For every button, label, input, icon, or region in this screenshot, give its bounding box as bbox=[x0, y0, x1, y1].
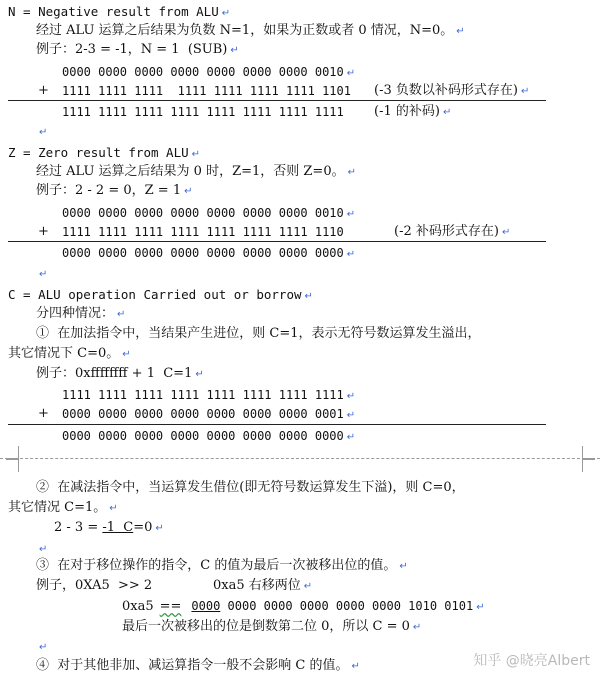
n-result-note bbox=[374, 104, 451, 121]
z-result-bits: 0000 0000 0000 0000 0000 0000 0000 0000 bbox=[62, 246, 344, 260]
paragraph-mark-icon: ↵ bbox=[456, 26, 465, 37]
paragraph-mark-icon: ↵ bbox=[346, 68, 356, 79]
z-operand-2-bits: 1111 1111 1111 1111 1111 1111 1111 1110 bbox=[62, 225, 344, 239]
empty-paragraph bbox=[36, 124, 47, 141]
paragraph-mark-icon: ↵ bbox=[184, 186, 193, 197]
c-heading bbox=[8, 287, 313, 305]
n-description bbox=[36, 23, 465, 40]
z-example bbox=[36, 183, 192, 200]
z-plus-sign: + bbox=[38, 224, 49, 239]
z-operand-2-note bbox=[394, 224, 510, 241]
n-operand-2 bbox=[62, 83, 351, 99]
empty-paragraph bbox=[36, 266, 47, 283]
empty-paragraph bbox=[36, 541, 47, 558]
c-case-4-line bbox=[36, 658, 360, 675]
n-result-note-text: (-1 的补码) bbox=[374, 104, 440, 119]
c-heading-text: C = ALU operation Carried out or borrow bbox=[8, 287, 302, 302]
paragraph-mark-icon: ↵ bbox=[346, 209, 356, 220]
n-plus-sign: + bbox=[38, 83, 49, 98]
c-case-3-line bbox=[36, 558, 408, 575]
n-result bbox=[62, 104, 344, 120]
c-case-3-bits-first: 0000 bbox=[191, 599, 221, 613]
n-heading bbox=[8, 4, 230, 22]
paragraph-mark-icon: ↵ bbox=[520, 86, 530, 97]
paragraph-mark-icon: ↵ bbox=[221, 8, 231, 19]
c-case-3-note bbox=[122, 619, 421, 636]
z-operand-2-note-text: (-2 补码形式存在) bbox=[394, 224, 499, 239]
page-corner-mark bbox=[6, 446, 19, 459]
c-case-1-example bbox=[36, 366, 204, 383]
n-heading-text: N = Negative result from ALU bbox=[8, 4, 219, 19]
c-plus-sign: + bbox=[38, 406, 49, 421]
paragraph-mark-icon: ↵ bbox=[346, 391, 356, 402]
c-operand-1 bbox=[62, 387, 355, 405]
page-break-line bbox=[0, 458, 600, 459]
paragraph-mark-icon: ↵ bbox=[501, 227, 511, 238]
paragraph-mark-icon: ↵ bbox=[303, 581, 313, 592]
c-case-3-note-text: 最后一次被移出的位是倒数第二位 0，所以 C = 0 bbox=[122, 619, 410, 634]
n-operand-1-bits: 0000 0000 0000 0000 0000 0000 0000 0010 bbox=[62, 65, 344, 79]
c-case-4-line-text: ④ 对于其他非加、减运算指令一般不会影响 C 的值。 bbox=[36, 658, 349, 673]
c-operand-1-bits: 1111 1111 1111 1111 1111 1111 1111 1111 bbox=[62, 388, 344, 402]
paragraph-mark-icon: ↵ bbox=[442, 107, 452, 118]
page-corner-mark bbox=[6, 459, 19, 472]
c-case-1-example-text: 例子：0xffffffff + 1 C=1 bbox=[36, 366, 193, 381]
n-example-text: 例子：2-3 = -1，N = 1 (SUB) bbox=[36, 42, 228, 57]
c-case-2-line-1: ② 在减法指令中，当运算发生借位(即无符号数运算发生下溢)，则 C=0， bbox=[36, 480, 465, 495]
n-result-bits: 1111 1111 1111 1111 1111 1111 1111 1111 bbox=[62, 105, 344, 119]
paragraph-mark-icon: ↵ bbox=[304, 291, 313, 302]
paragraph-mark-icon: ↵ bbox=[351, 661, 360, 672]
paragraph-mark-icon: ↵ bbox=[155, 523, 164, 534]
c-sum-rule bbox=[8, 424, 546, 425]
page-corner-mark bbox=[582, 459, 595, 472]
paragraph-mark-icon: ↵ bbox=[39, 269, 48, 280]
z-operand-2 bbox=[62, 224, 344, 240]
paragraph-mark-icon: ↵ bbox=[117, 309, 126, 320]
n-operand-2-note-text: (-3 负数以补码形式存在) bbox=[374, 83, 518, 98]
c-result-bits: 0000 0000 0000 0000 0000 0000 0000 0000 bbox=[62, 429, 344, 443]
n-description-text: 经过 ALU 运算之后结果为负数 N=1，如果为正数或者 0 情况，N=0。 bbox=[36, 23, 454, 38]
z-operand-1-bits: 0000 0000 0000 0000 0000 0000 0000 0010 bbox=[62, 206, 344, 220]
c-case-3-eq-text: == bbox=[159, 599, 182, 614]
c-case-3-example-b bbox=[213, 578, 312, 595]
empty-paragraph bbox=[36, 639, 47, 656]
c-case-3-bits-rest: 0000 0000 0000 0000 0000 1010 0101 bbox=[220, 599, 474, 613]
paragraph-mark-icon: ↵ bbox=[39, 127, 48, 138]
paragraph-mark-icon: ↵ bbox=[39, 544, 48, 555]
c-case-3-line-text: ③ 在对于移位操作的指令，C 的值为最后一次被移出位的值。 bbox=[36, 558, 397, 573]
n-operand-1 bbox=[62, 64, 355, 82]
c-case-2-expr-text: 2 - 3 = bbox=[54, 520, 103, 535]
paragraph-mark-icon: ↵ bbox=[346, 432, 356, 443]
z-sum-rule bbox=[8, 241, 546, 242]
c-cases-intro-text: 分四种情况： bbox=[36, 306, 115, 321]
paragraph-mark-icon: ↵ bbox=[347, 167, 356, 178]
z-example-text: 例子：2 - 2 = 0，Z = 1 bbox=[36, 183, 182, 198]
paragraph-mark-icon: ↵ bbox=[122, 349, 131, 360]
paragraph-mark-icon: ↵ bbox=[195, 369, 204, 380]
paragraph-mark-icon: ↵ bbox=[412, 622, 422, 633]
c-operand-2 bbox=[62, 406, 355, 424]
c-case-1-line-1: ① 在加法指令中，当结果产生进位，则 C=1，表示无符号数运算发生溢出， bbox=[36, 326, 481, 341]
z-result bbox=[62, 245, 355, 263]
c-case-2-expression bbox=[54, 520, 164, 537]
c-case-2-underlined-text: -1 C bbox=[102, 520, 134, 535]
c-case-3-example-a: 例子，0XA5 >> 2 bbox=[36, 578, 153, 593]
paragraph-mark-icon: ↵ bbox=[346, 410, 356, 421]
paragraph-mark-icon: ↵ bbox=[230, 45, 239, 56]
c-case-3-hex-line bbox=[122, 598, 485, 616]
paragraph-mark-icon: ↵ bbox=[109, 503, 118, 514]
c-case-1-line-2-text: 其它情况下 C=0。 bbox=[8, 346, 120, 361]
c-case-2-line-2-text: 其它情况 C=1。 bbox=[8, 500, 107, 515]
paragraph-mark-icon: ↵ bbox=[39, 642, 48, 653]
c-cases-intro bbox=[36, 306, 125, 323]
n-operand-2-note bbox=[374, 83, 529, 100]
watermark: 知乎 @晓亮Albert bbox=[473, 653, 590, 669]
z-description bbox=[36, 164, 356, 181]
c-case-3-hex-text: 0xa5 bbox=[122, 599, 154, 614]
z-heading-text: Z = Zero result from ALU bbox=[8, 145, 189, 160]
c-case-2-line-2 bbox=[8, 500, 118, 517]
paragraph-mark-icon: ↵ bbox=[346, 249, 356, 260]
n-operand-2-bits: 1111 1111 1111 1111 1111 1111 1111 1101 bbox=[62, 84, 351, 98]
c-case-1-line-2 bbox=[8, 346, 131, 363]
z-operand-1 bbox=[62, 205, 355, 223]
z-heading bbox=[8, 145, 200, 163]
z-description-text: 经过 ALU 运算之后结果为 0 时，Z=1，否则 Z=0。 bbox=[36, 164, 345, 179]
paragraph-mark-icon: ↵ bbox=[191, 149, 201, 160]
paragraph-mark-icon: ↵ bbox=[476, 602, 485, 613]
c-operand-2-bits: 0000 0000 0000 0000 0000 0000 0000 0001 bbox=[62, 407, 344, 421]
page-corner-mark bbox=[582, 446, 595, 459]
n-example bbox=[36, 42, 239, 59]
n-sum-rule bbox=[8, 100, 546, 101]
c-result bbox=[62, 428, 355, 446]
c-case-3-example-b-text: 0xa5 右移两位 bbox=[213, 578, 301, 593]
c-case-2-tail-text: =0 bbox=[133, 520, 153, 535]
paragraph-mark-icon: ↵ bbox=[399, 561, 408, 572]
